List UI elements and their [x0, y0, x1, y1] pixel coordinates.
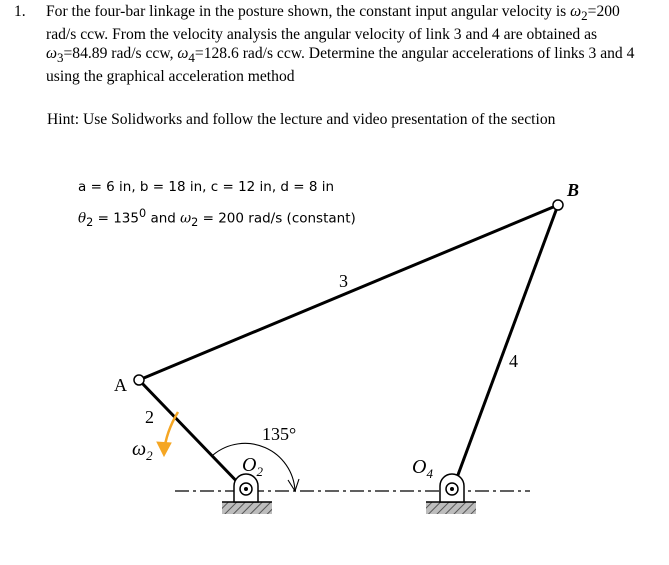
omega-symbol: ω: [177, 45, 189, 63]
label-a: A: [114, 375, 127, 395]
sentence-2: From the velocity analysis the angular velocity of link 3 and 4 are obtained as: [108, 26, 598, 44]
ground-pivot-o4: [426, 474, 476, 514]
pin-joint-a: [134, 375, 144, 385]
theta-value: = 135: [93, 210, 139, 227]
label-b: B: [567, 180, 580, 200]
omega3-value: =84.89 rad/s ccw,: [63, 45, 178, 63]
omega2-value: =200 rad/s ccw.: [46, 3, 620, 44]
label-o4: $O_4$: [412, 456, 433, 481]
label-link-4: 4: [509, 351, 518, 371]
label-o2: $O_2$: [242, 454, 263, 479]
omega4-value: =128.6 rad/s ccw.: [194, 45, 305, 63]
label-link-3: 3: [339, 271, 348, 291]
pin-joint-b: [553, 200, 563, 210]
omega-sub-2: 2: [581, 8, 588, 24]
theta-symbol: θ: [78, 210, 87, 227]
label-angle-135: 135°: [262, 424, 297, 444]
link-3: [139, 205, 558, 380]
omega-symbol: ω: [570, 3, 582, 20]
ground-hatch-o2: [222, 502, 272, 514]
label-omega: $\omega_2$: [132, 438, 153, 463]
hint-text: Hint: Use Solidworks and follow the lecture and video presentation of the section: [47, 111, 556, 128]
ground-hatch-o4: [426, 502, 476, 514]
omega-value: = 200 rad/s (constant): [198, 210, 356, 227]
omega-sub-4: 4: [188, 50, 195, 66]
link-2: [139, 380, 246, 491]
given-dimensions: a = 6 in, b = 18 in, c = 12 in, d = 8 in: [78, 179, 335, 195]
degree-sup: 0: [138, 207, 147, 220]
omega-sub-3: 3: [57, 50, 64, 66]
sentence-3: Determine the angular accelerations of links 3 and 4 using the graphical acceleration method: [46, 45, 635, 86]
and-text: and: [146, 210, 181, 227]
omega-symbol: ω: [46, 45, 58, 63]
theta-sub: 2: [86, 216, 94, 230]
omega-sub: 2: [191, 216, 199, 230]
sentence-1: For the four-bar linkage in the posture shown, the constant input angular velocity is: [46, 3, 571, 20]
problem-number: 1.: [14, 3, 26, 20]
ground-pivot-o2: [222, 474, 272, 514]
link-4: [452, 205, 558, 491]
omega-symbol: ω: [180, 210, 192, 227]
label-link-2: 2: [145, 407, 154, 427]
omega2-arrowhead: [157, 442, 171, 456]
